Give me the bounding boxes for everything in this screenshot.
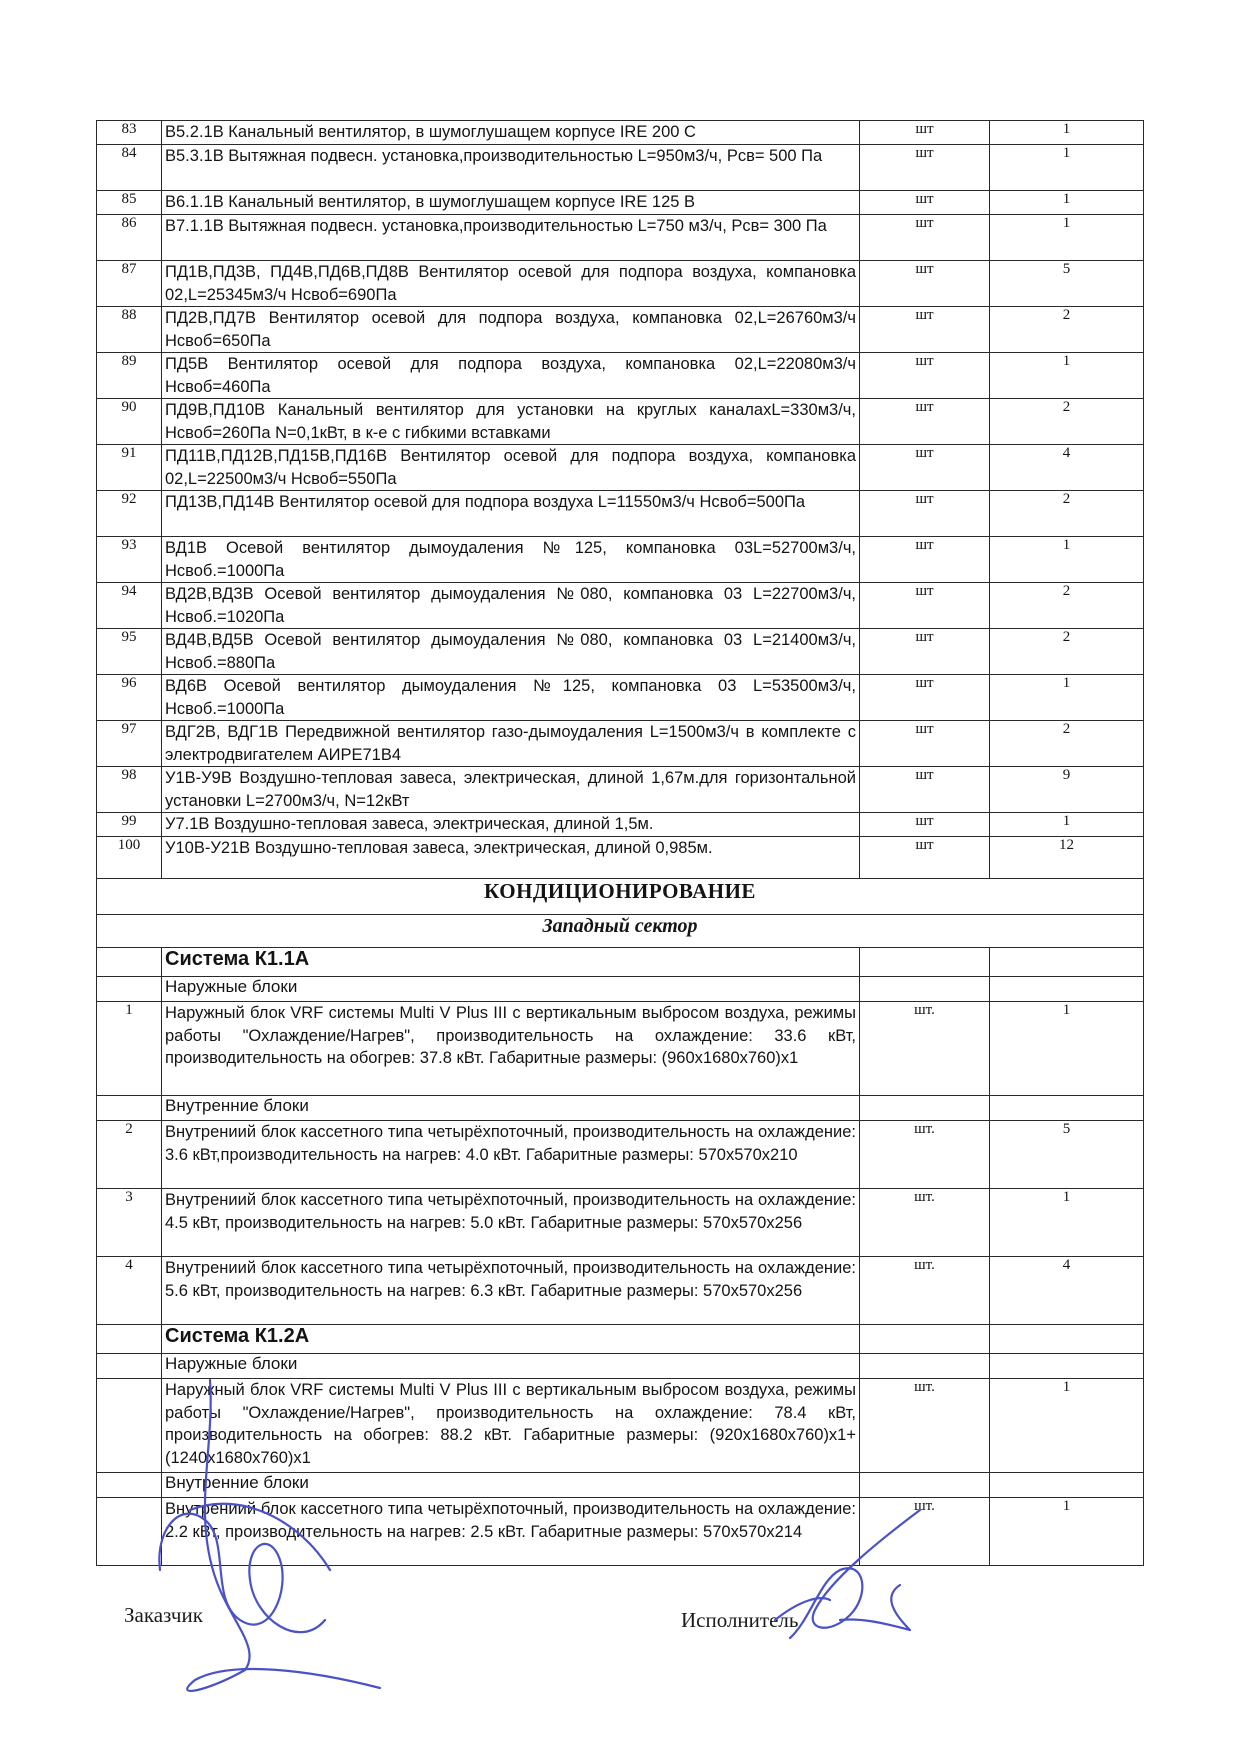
indoor-units-label: Внутренние блоки	[162, 1473, 860, 1498]
empty-cell	[990, 1473, 1144, 1498]
item-unit: шт	[860, 537, 990, 583]
item-number: 93	[97, 537, 162, 583]
item-number: 95	[97, 629, 162, 675]
item-quantity: 5	[990, 261, 1144, 307]
item-unit: шт	[860, 307, 990, 353]
contractor-label: Исполнитель	[681, 1608, 799, 1632]
item-unit: шт.	[860, 1189, 990, 1257]
outdoor-units-label: Наружные блоки	[162, 977, 860, 1002]
item-quantity: 2	[990, 721, 1144, 767]
empty-cell	[860, 1325, 990, 1354]
item-description: Наружный блок VRF системы Multi V Plus III с вертикальным выбросом воздуха, режимы работы "Охлаждение/Нагрев", производительность на охлаждение: 33.6 кВт, производительность на обогрев: 37.8 кВт. Габаритные размеры: (960х1680х760)х1	[162, 1002, 860, 1096]
item-unit: шт	[860, 767, 990, 813]
empty-cell	[860, 1473, 990, 1498]
item-description: ПД2В,ПД7В Вентилятор осевой для подпора воздуха, компановка 02,L=26760м3/ч Нсвоб=650Па	[162, 307, 860, 353]
item-number: 3	[97, 1189, 162, 1257]
section-title: КОНДИЦИОНИРОВАНИЕ	[97, 879, 1144, 915]
item-description: ПД11В,ПД12В,ПД15В,ПД16В Вентилятор осевой для подпора воздуха, компановка 02,L=22500м3/ч Нсвоб=550Па	[162, 445, 860, 491]
table-row	[97, 399, 1144, 445]
item-quantity: 9	[990, 767, 1144, 813]
table-row	[97, 215, 1144, 261]
table-row	[97, 1002, 1144, 1096]
item-description: ПД1В,ПД3В, ПД4В,ПД6В,ПД8В Вентилятор осевой для подпора воздуха, компановка 02,L=25345м3/ч Нсвоб=690Па	[162, 261, 860, 307]
item-number: 4	[97, 1257, 162, 1325]
table-row	[97, 721, 1144, 767]
item-unit: шт	[860, 629, 990, 675]
table-row	[97, 353, 1144, 399]
item-unit: шт.	[860, 1257, 990, 1325]
item-quantity: 1	[990, 537, 1144, 583]
customer-label: Заказчик	[124, 1603, 203, 1627]
item-unit: шт	[860, 261, 990, 307]
item-unit: шт	[860, 675, 990, 721]
item-description: Внутрениий блок кассетного типа четырёхпоточный, производительность на охлаждение: 5.6 кВт, производительность на нагрев: 6.3 кВт. Габаритные размеры: 570х570х256	[162, 1257, 860, 1325]
item-unit: шт	[860, 813, 990, 837]
item-number: 2	[97, 1121, 162, 1189]
item-number: 1	[97, 1002, 162, 1096]
item-quantity: 2	[990, 491, 1144, 537]
item-unit: шт.	[860, 1498, 990, 1566]
item-number: 85	[97, 191, 162, 215]
contractor-signature	[770, 1500, 930, 1650]
table-row	[97, 121, 1144, 145]
item-quantity: 12	[990, 837, 1144, 879]
item-description: У1В-У9В Воздушно-тепловая завеса, электрическая, длиной 1,67м.для горизонтальной установки L=2700м3/ч, N=12кВт	[162, 767, 860, 813]
empty-cell	[990, 1096, 1144, 1121]
item-quantity: 1	[990, 1002, 1144, 1096]
item-description: Внутрениий блок кассетного типа четырёхпоточный, производительность на охлаждение: 3.6 кВт,производительность на нагрев: 4.0 кВт. Габаритные размеры: 570х570х210	[162, 1121, 860, 1189]
item-description: ПД5В Вентилятор осевой для подпора воздуха, компановка 02,L=22080м3/ч Нсвоб=460Па	[162, 353, 860, 399]
outdoor-units-label: Наружные блоки	[162, 1354, 860, 1379]
customer-signature	[150, 1370, 410, 1710]
item-description: ВД6В Осевой вентилятор дымоудаления №125, компановка 03 L=53500м3/ч, Нсвоб.=1000Па	[162, 675, 860, 721]
subsection-title: Западный сектор	[97, 915, 1144, 948]
table-row	[97, 767, 1144, 813]
item-quantity: 1	[990, 813, 1144, 837]
system-title: Система К1.2А	[162, 1325, 860, 1354]
item-description: ВД2В,ВД3В Осевой вентилятор дымоудаления №080, компановка 03 L=22700м3/ч, Нсвоб.=1020Па	[162, 583, 860, 629]
item-unit: шт	[860, 353, 990, 399]
item-description: ПД9В,ПД10В Канальный вентилятор для установки на круглых каналахL=330м3/ч, Нсвоб=260Па N=0,1кВт, в к-е с гибкими вставками	[162, 399, 860, 445]
item-unit: шт	[860, 121, 990, 145]
empty-cell	[990, 948, 1144, 977]
empty-cell	[860, 977, 990, 1002]
table-row	[97, 191, 1144, 215]
item-description: ВД4В,ВД5В Осевой вентилятор дымоудаления №080, компановка 03 L=21400м3/ч, Нсвоб.=880Па	[162, 629, 860, 675]
item-quantity: 5	[990, 1121, 1144, 1189]
item-number: 97	[97, 721, 162, 767]
outdoor-units-label-row	[97, 977, 1144, 1002]
table-row	[97, 307, 1144, 353]
table-row	[97, 813, 1144, 837]
item-quantity: 1	[990, 1498, 1144, 1566]
item-number: 91	[97, 445, 162, 491]
table-row	[97, 491, 1144, 537]
empty-cell	[860, 1096, 990, 1121]
table-row	[97, 1257, 1144, 1325]
item-unit: шт	[860, 721, 990, 767]
item-description: ПД13В,ПД14В Вентилятор осевой для подпора воздуха L=11550м3/ч Нсвоб=500Па	[162, 491, 860, 537]
item-quantity: 1	[990, 1189, 1144, 1257]
empty-cell	[97, 1325, 162, 1354]
specification-body	[97, 121, 1144, 1566]
item-number: 94	[97, 583, 162, 629]
table-row	[97, 583, 1144, 629]
table-row	[97, 837, 1144, 879]
subsection-title-row	[97, 915, 1144, 948]
item-quantity: 4	[990, 1257, 1144, 1325]
empty-cell	[97, 1096, 162, 1121]
item-unit: шт.	[860, 1379, 990, 1473]
item-number: 84	[97, 145, 162, 191]
item-description: ВДГ2В, ВДГ1В Передвижной вентилятор газо-дымоудаления L=1500м3/ч в комплекте с электродвигателем АИРЕ71В4	[162, 721, 860, 767]
empty-cell	[990, 1325, 1144, 1354]
table-row	[97, 261, 1144, 307]
item-description: В7.1.1В Вытяжная подвесн. установка,производительностью L=750 м3/ч, Рсв= 300 Па	[162, 215, 860, 261]
empty-cell	[990, 1354, 1144, 1379]
item-description: Внутрениий блок кассетного типа четырёхпоточный, производительность на охлаждение: 4.5 кВт, производительность на нагрев: 5.0 кВт. Габаритные размеры: 570х570х256	[162, 1189, 860, 1257]
item-description: Внутрениий блок кассетного типа четырёхпоточный, производительность на охлаждение: 2.2 кВт, производительность на нагрев: 2.5 кВт. Габаритные размеры: 570х570х214	[162, 1498, 860, 1566]
item-quantity: 1	[990, 675, 1144, 721]
item-number: 92	[97, 491, 162, 537]
item-number: 90	[97, 399, 162, 445]
empty-cell	[97, 948, 162, 977]
item-quantity: 1	[990, 145, 1144, 191]
item-unit: шт	[860, 215, 990, 261]
item-description: В5.2.1В Канальный вентилятор, в шумоглушащем корпусе IRE 200 C	[162, 121, 860, 145]
item-unit: шт	[860, 145, 990, 191]
item-number: 98	[97, 767, 162, 813]
item-quantity: 1	[990, 191, 1144, 215]
table-row	[97, 1121, 1144, 1189]
table-row	[97, 1189, 1144, 1257]
system-title: Система К1.1А	[162, 948, 860, 977]
table-row	[97, 675, 1144, 721]
item-quantity: 4	[990, 445, 1144, 491]
item-quantity: 1	[990, 215, 1144, 261]
item-description: ВД1В Осевой вентилятор дымоудаления №125, компановка 03L=52700м3/ч, Нсвоб.=1000Па	[162, 537, 860, 583]
specification-table	[96, 120, 1144, 1566]
item-unit: шт.	[860, 1121, 990, 1189]
table-row	[97, 145, 1144, 191]
item-description: В6.1.1В Канальный вентилятор, в шумоглушащем корпусе IRE 125 B	[162, 191, 860, 215]
system-title-row	[97, 948, 1144, 977]
item-description: У10В-У21В Воздушно-тепловая завеса, электрическая, длиной 0,985м.	[162, 837, 860, 879]
item-number: 99	[97, 813, 162, 837]
item-quantity: 1	[990, 353, 1144, 399]
item-number: 100	[97, 837, 162, 879]
item-number: 89	[97, 353, 162, 399]
item-quantity: 2	[990, 399, 1144, 445]
item-number: 87	[97, 261, 162, 307]
item-description: В5.3.1В Вытяжная подвесн. установка,производительностью L=950м3/ч, Рсв= 500 Па	[162, 145, 860, 191]
item-description: Наружный блок VRF системы Multi V Plus III с вертикальным выбросом воздуха, режимы работы "Охлаждение/Нагрев", производительность на охлаждение: 78.4 кВт, производительность на обогрев: 88.2 кВт. Габаритные размеры: (920х1680х760)х1+(1240х1680х760)х1	[162, 1379, 860, 1473]
item-unit: шт.	[860, 1002, 990, 1096]
section-title-row	[97, 879, 1144, 915]
item-description: У7.1В Воздушно-тепловая завеса, электрическая, длиной 1,5м.	[162, 813, 860, 837]
item-quantity: 2	[990, 307, 1144, 353]
item-quantity: 2	[990, 583, 1144, 629]
item-number: 88	[97, 307, 162, 353]
item-number: 83	[97, 121, 162, 145]
item-quantity: 1	[990, 121, 1144, 145]
item-number: 96	[97, 675, 162, 721]
empty-cell	[97, 977, 162, 1002]
item-quantity: 1	[990, 1379, 1144, 1473]
indoor-units-label-row	[97, 1096, 1144, 1121]
table-row	[97, 445, 1144, 491]
empty-cell	[990, 977, 1144, 1002]
system-title-row	[97, 1325, 1144, 1354]
table-row	[97, 629, 1144, 675]
item-number: 86	[97, 215, 162, 261]
item-unit: шт	[860, 583, 990, 629]
item-quantity: 2	[990, 629, 1144, 675]
item-unit: шт	[860, 491, 990, 537]
item-unit: шт	[860, 399, 990, 445]
item-unit: шт	[860, 445, 990, 491]
item-unit: шт	[860, 837, 990, 879]
item-unit: шт	[860, 191, 990, 215]
indoor-units-label: Внутренние блоки	[162, 1096, 860, 1121]
table-row	[97, 537, 1144, 583]
empty-cell	[860, 1354, 990, 1379]
empty-cell	[860, 948, 990, 977]
